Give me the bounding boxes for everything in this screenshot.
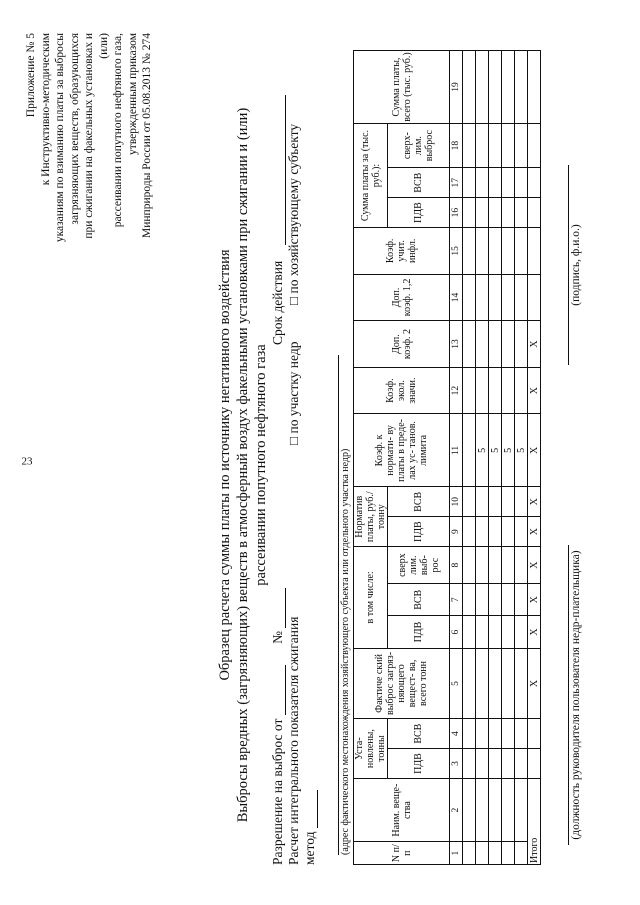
header-payment-norm: Норматив платы, руб./тонну	[354, 487, 388, 547]
header-including: в том числе:	[354, 547, 388, 649]
header-limit-coef: Коэф. к нормати- ву платы в преде- лах ус- танов. лимита	[354, 414, 450, 487]
col-number: 10	[450, 487, 463, 517]
table-cell[interactable]	[502, 367, 515, 414]
total-cell[interactable]	[528, 51, 541, 124]
col-number: 11	[450, 414, 463, 487]
col-number: 7	[450, 584, 463, 616]
appendix-line: при сжигании на факельных установках и (или)	[83, 33, 110, 239]
term-label: Срок действия	[270, 260, 285, 345]
col-number: 15	[450, 228, 463, 275]
table-cell[interactable]	[489, 321, 502, 368]
title-line-3: рассеивании попутного нефтяного газа	[253, 344, 269, 586]
permit-label: Разрешение на выброс от	[270, 718, 285, 865]
total-cell[interactable]	[528, 749, 541, 779]
table-cell[interactable]	[463, 749, 476, 779]
total-cell[interactable]	[528, 228, 541, 275]
table-cell[interactable]	[476, 778, 489, 841]
col-number: 4	[450, 719, 463, 749]
table-row	[463, 51, 476, 865]
header-incl-pdv: ПДВ	[388, 616, 450, 648]
table-cell[interactable]	[463, 124, 476, 168]
table-cell[interactable]	[515, 719, 528, 749]
table-cell[interactable]	[502, 778, 515, 841]
table-cell[interactable]	[515, 367, 528, 414]
table-cell[interactable]	[502, 51, 515, 124]
table-cell[interactable]	[489, 367, 502, 414]
address-caption: (адрес фактического местонахождения хозяйствующего субъекта или отдельного участка недр)	[338, 355, 351, 855]
table-cell[interactable]	[489, 584, 502, 616]
table-cell[interactable]	[502, 616, 515, 648]
table-cell[interactable]	[502, 517, 515, 547]
table-cell[interactable]	[476, 719, 489, 749]
column-numbers-row	[450, 51, 463, 865]
table-cell[interactable]	[515, 487, 528, 517]
appendix-line: Минприроды России от 05.08.2013 № 274	[141, 33, 153, 238]
table-cell[interactable]	[463, 487, 476, 517]
table-cell[interactable]	[502, 228, 515, 275]
table-cell[interactable]	[515, 749, 528, 779]
table-cell[interactable]	[476, 517, 489, 547]
table-cell[interactable]	[463, 51, 476, 124]
table-cell[interactable]	[502, 648, 515, 719]
table-cell[interactable]	[476, 321, 489, 368]
table-cell[interactable]	[463, 547, 476, 584]
calc-label: Расчет интегрального показателя сжигания	[286, 616, 301, 865]
table-cell[interactable]	[489, 648, 502, 719]
appendix-line: рассеивании попутного нефтяного газа,	[112, 33, 124, 228]
header-pdv: ПДВ	[388, 749, 450, 779]
col-number: 16	[450, 198, 463, 228]
table-row	[476, 51, 489, 865]
table-cell[interactable]	[489, 719, 502, 749]
header-actual-emission: Фактиче ский выброс загряз- няющего вещест- ва, всего тонн	[354, 648, 450, 719]
header-sum-vsv: ВСВ	[388, 168, 450, 198]
table-cell[interactable]	[502, 547, 515, 584]
total-cell: X	[528, 547, 541, 584]
col-number: 1	[450, 842, 463, 865]
table-cell[interactable]	[463, 367, 476, 414]
table-row	[489, 51, 502, 865]
table-cell[interactable]	[463, 842, 476, 865]
table-cell[interactable]	[489, 228, 502, 275]
table-cell[interactable]	[502, 274, 515, 321]
manager-position-caption: (должность руководителя пользователя недр-плательщика)	[568, 545, 582, 845]
table-cell[interactable]	[515, 842, 528, 865]
table-cell[interactable]	[489, 274, 502, 321]
table-cell[interactable]	[463, 584, 476, 616]
appendix-line: указаниям по взиманию платы за выбросы	[54, 33, 66, 243]
table-cell[interactable]	[463, 778, 476, 841]
total-row	[528, 51, 541, 865]
table-cell[interactable]	[515, 51, 528, 124]
term-field[interactable]	[270, 95, 286, 245]
appendix-line: утвержденным приказом	[126, 33, 139, 155]
col-number: 12	[450, 367, 463, 414]
col-number: 9	[450, 517, 463, 547]
option-business-entity[interactable]: □ по хозяйствующему субъекту	[286, 123, 301, 305]
table-cell[interactable]	[476, 367, 489, 414]
header-substance-name: Наим. веще- ства	[354, 778, 450, 841]
table-cell[interactable]	[476, 616, 489, 648]
payment-calculation-table	[353, 50, 541, 865]
table-row	[515, 51, 528, 865]
table-cell[interactable]	[502, 168, 515, 198]
appendix-line: Приложение № 5	[25, 33, 37, 118]
total-cell[interactable]	[528, 124, 541, 168]
header-n: N п/ п	[354, 842, 450, 865]
method-field[interactable]	[317, 790, 318, 828]
rotated-form	[20, 25, 615, 885]
table-cell[interactable]	[502, 124, 515, 168]
total-cell: X	[528, 648, 541, 719]
method-label: метод	[302, 831, 317, 865]
table-cell[interactable]	[502, 198, 515, 228]
table-cell[interactable]	[463, 648, 476, 719]
table-cell[interactable]	[515, 616, 528, 648]
table-cell[interactable]	[476, 584, 489, 616]
table-cell[interactable]	[476, 274, 489, 321]
table-cell[interactable]	[515, 168, 528, 198]
total-cell[interactable]	[528, 198, 541, 228]
total-cell: X	[528, 584, 541, 616]
header-payment-sum: Сумма платы за (тыс. руб.):	[354, 124, 388, 228]
col-number: 19	[450, 51, 463, 124]
header-additional-coef-1-2: Доп. коэф. 1,2	[354, 274, 450, 321]
appendix-line: к Инструктивно-методическим	[39, 33, 52, 186]
appendix-line: загрязняющих веществ, образующихся	[68, 33, 81, 225]
table-cell[interactable]	[515, 778, 528, 841]
table-cell[interactable]	[463, 198, 476, 228]
table-cell[interactable]	[476, 648, 489, 719]
col-number: 8	[450, 547, 463, 584]
table-cell[interactable]	[489, 198, 502, 228]
table-cell[interactable]	[515, 584, 528, 616]
col-number: 6	[450, 616, 463, 648]
table-cell[interactable]: 5	[476, 414, 489, 487]
header-additional-coef-2: Доп. коэф. 2	[354, 321, 450, 368]
table-cell[interactable]	[515, 274, 528, 321]
table-cell[interactable]	[515, 228, 528, 275]
col-number: 2	[450, 778, 463, 841]
option-subsoil-plot[interactable]: □ по участку недр	[286, 341, 301, 445]
table-cell[interactable]	[489, 517, 502, 547]
table-cell[interactable]	[502, 749, 515, 779]
table-cell[interactable]: 5	[489, 414, 502, 487]
table-cell[interactable]	[463, 414, 476, 487]
table-cell[interactable]	[515, 547, 528, 584]
header-sum-pdv: ПДВ	[388, 198, 450, 228]
col-number: 18	[450, 124, 463, 168]
title-line-2: Выбросы вредных (загрязняющих) веществ в атмосферный воздух факельными установками при сжигании и (или)	[235, 107, 251, 823]
table-row	[502, 51, 515, 865]
page-number: 23	[21, 455, 33, 468]
table-cell[interactable]	[476, 842, 489, 865]
total-cell: X	[528, 367, 541, 414]
table-cell[interactable]	[463, 719, 476, 749]
appendix-block	[24, 33, 155, 248]
table-cell[interactable]	[502, 584, 515, 616]
total-cell: X	[528, 517, 541, 547]
header-established-tons: Уста- новлены, тонны	[354, 719, 388, 779]
table-cell[interactable]	[489, 616, 502, 648]
table-cell[interactable]: 5	[502, 414, 515, 487]
table-cell[interactable]	[502, 719, 515, 749]
total-cell: X	[528, 616, 541, 648]
total-cell[interactable]	[528, 719, 541, 749]
form-title	[216, 45, 270, 885]
table-cell[interactable]	[476, 749, 489, 779]
header-inflation-coef: Коэф. учит. инфл.	[354, 228, 450, 275]
total-cell: X	[528, 487, 541, 517]
col-number: 3	[450, 749, 463, 779]
table-cell[interactable]	[463, 274, 476, 321]
table-cell[interactable]: 5	[515, 414, 528, 487]
table-cell[interactable]	[515, 124, 528, 168]
total-cell[interactable]	[528, 168, 541, 198]
table-cell[interactable]	[489, 778, 502, 841]
col-number: 13	[450, 321, 463, 368]
table-cell[interactable]	[476, 487, 489, 517]
number-sign: №	[270, 631, 285, 644]
table-cell[interactable]	[476, 168, 489, 198]
header-over-limit: сверх лим. выб- рос	[388, 547, 450, 584]
table-cell[interactable]	[515, 198, 528, 228]
table-cell[interactable]	[502, 487, 515, 517]
header-incl-vsv: ВСВ	[388, 584, 450, 616]
table-cell[interactable]	[476, 51, 489, 124]
table-cell[interactable]	[463, 616, 476, 648]
table-cell[interactable]	[489, 487, 502, 517]
table-cell[interactable]	[489, 842, 502, 865]
table-cell[interactable]	[489, 124, 502, 168]
col-number: 17	[450, 168, 463, 198]
col-number: 5	[450, 648, 463, 719]
table-cell[interactable]	[476, 547, 489, 584]
table-cell[interactable]	[463, 321, 476, 368]
table-cell[interactable]	[463, 168, 476, 198]
header-sum-over-limit: сверх- лим. выброс	[388, 124, 450, 168]
total-cell: X	[528, 414, 541, 487]
table-cell[interactable]	[489, 168, 502, 198]
table-cell[interactable]	[489, 51, 502, 124]
table-cell[interactable]	[476, 124, 489, 168]
header-norm-vsv: ВСВ	[388, 487, 450, 517]
title-line-1: Образец расчета суммы платы по источнику негативного воздействия	[217, 249, 233, 681]
total-label: Итого	[528, 778, 541, 864]
signature-caption: (подпись, ф.и.о.)	[568, 165, 582, 365]
table-cell[interactable]	[515, 517, 528, 547]
table-cell[interactable]	[463, 228, 476, 275]
total-cell	[528, 274, 541, 321]
table-cell[interactable]	[476, 228, 489, 275]
col-number: 14	[450, 274, 463, 321]
total-cell: X	[528, 321, 541, 368]
table-cell[interactable]	[515, 321, 528, 368]
table-cell[interactable]	[515, 648, 528, 719]
header-total-payment: Сумма платы, всего (тыс. руб.)	[354, 51, 450, 124]
table-cell[interactable]	[489, 749, 502, 779]
header-norm-pdv: ПДВ	[388, 517, 450, 547]
table-cell[interactable]	[502, 842, 515, 865]
permit-block	[270, 65, 318, 865]
table-cell[interactable]	[463, 517, 476, 547]
header-vsv: ВСВ	[388, 719, 450, 749]
table-cell[interactable]	[476, 198, 489, 228]
header-ecology-coef: Коэф. экол. значи.	[354, 367, 450, 414]
table-cell[interactable]	[489, 547, 502, 584]
table-cell[interactable]	[502, 321, 515, 368]
